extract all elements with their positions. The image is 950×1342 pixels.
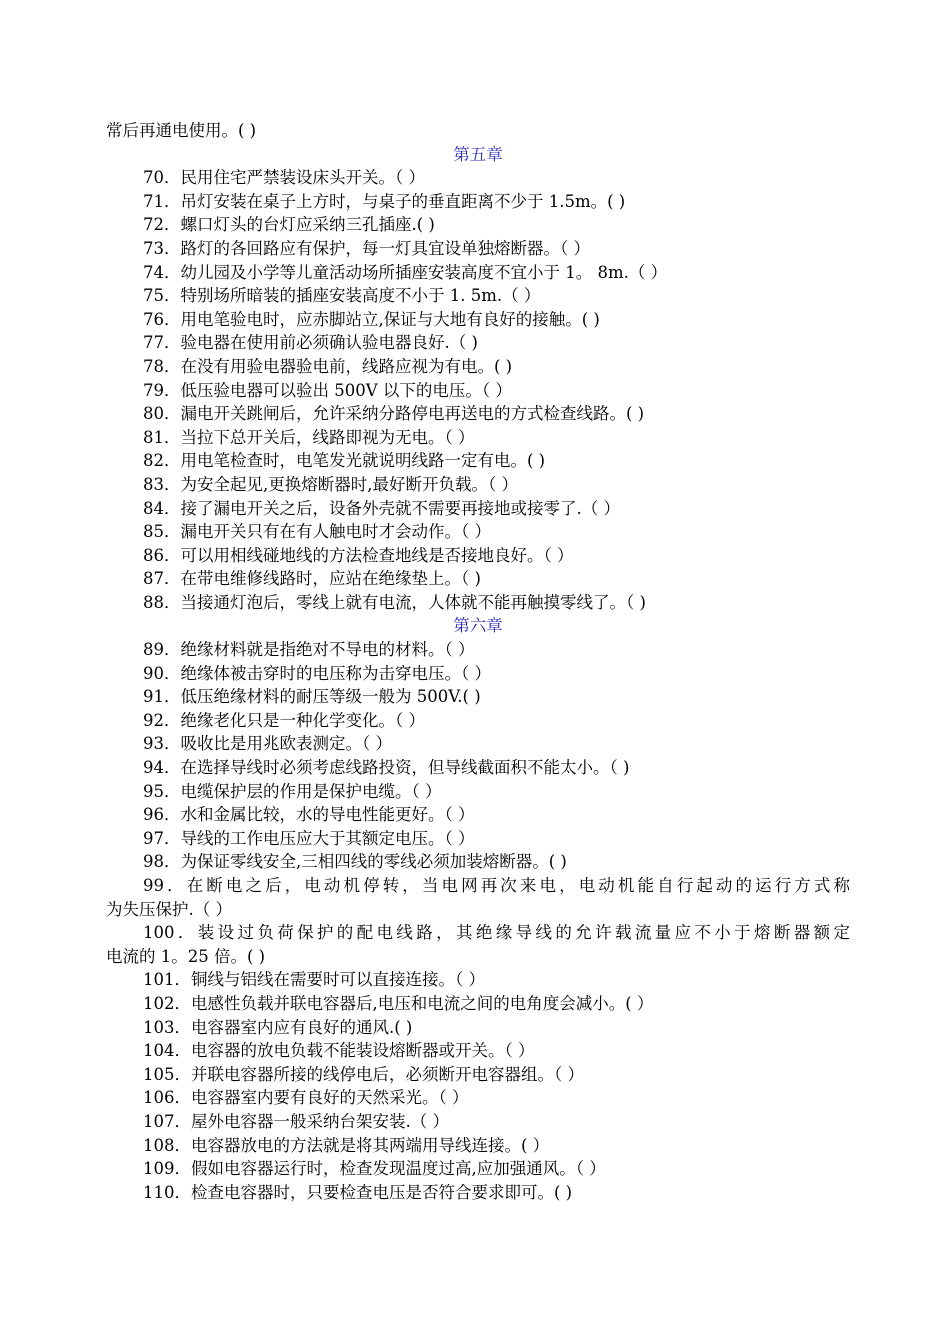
list-item: 78．在没有用验电器验电前，线路应视为有电。( ) [143,356,513,376]
list-item: 88．当接通灯泡后，零线上就有电流，人体就不能再触摸零线了。（ ) [143,592,646,612]
list-item: 83．为安全起见,更换熔断器时,最好断开负载。（ ） [143,474,518,494]
list-item: 107．屋外电容器一般采纳台架安装.（ ） [143,1111,449,1131]
list-item: 79．低压验电器可以验出 500V 以下的电压。（ ） [143,380,512,400]
list-item: 95．电缆保护层的作用是保护电缆。（ ） [143,781,442,801]
continued-line: 常后再通电使用。( ) [106,121,257,140]
list-item: 91．低压绝缘材料的耐压等级一般为 500V.( ) [143,687,481,707]
list-item: 77．验电器在使用前必须确认验电器良好.（ ) [143,333,478,353]
list-item: 84．接了漏电开关之后，设备外壳就不需要再接地或接零了.（ ） [143,498,620,518]
list-item: 109．假如电容器运行时，检查发现温度过高,应加强通风。（ ） [143,1159,606,1179]
list-item: 85．漏电开关只有在有人触电时才会动作。（ ） [143,522,491,542]
list-item: 98．为保证零线安全,三相四线的零线必须加装熔断器。( ) [143,852,567,872]
list-item: 105．并联电容器所接的线停电后，必须断开电容器组。（ ） [143,1064,584,1084]
list-item: 108．电容器放电的方法就是将其两端用导线连接。( ） [143,1135,550,1155]
list-item-100-line-2: 电流的 1。25 倍。( ) [106,946,266,966]
list-item: 82．用电笔检查时，电笔发光就说明线路一定有电。( ) [143,451,546,471]
list-item: 80．漏电开关跳闸后，允许采纳分路停电再送电的方式检查线路。( ) [143,404,645,424]
list-item: 96．水和金属比较，水的导电性能更好。（ ） [143,805,475,825]
list-item: 75．特别场所暗装的插座安装高度不小于 1. 5m.（ ） [143,286,541,306]
list-item: 110．检查电容器时，只要检查电压是否符合要求即可。( ) [143,1182,573,1202]
list-item: 97．导线的工作电压应大于其额定电压。（ ） [143,828,475,848]
chapter-6-list [106,638,850,1204]
list-item: 102．电感性负载并联电容器后,电压和电流之间的电角度会减小。( ） [143,993,654,1013]
chapter-5-heading: 第五章 [453,144,503,164]
list-item: 70．民用住宅严禁装设床头开关。（ ） [143,168,425,188]
list-item: 73．路灯的各回路应有保护，每一灯具宜设单独熔断器。（ ） [143,238,590,258]
list-item: 81．当拉下总开关后，线路即视为无电。（ ） [143,427,475,447]
list-item: 76．用电笔验电时，应赤脚站立,保证与大地有良好的接触。( ) [143,309,600,329]
list-item: 104．电容器的放电负载不能装设熔断器或开关。（ ） [143,1041,535,1061]
list-item: 94．在选择导线时必须考虑线路投资，但导线截面积不能太小。（ ) [143,758,630,778]
list-item: 71．吊灯安装在桌子上方时，与桌子的垂直距离不少于 1.5m。( ) [143,191,626,211]
list-item: 90．绝缘体被击穿时的电压称为击穿电压。（ ） [143,663,491,683]
list-item-100-line-1: 100．装设过负荷保护的配电线路，其绝缘导线的允许载流量应不小于熔断器额定 [143,923,850,943]
list-item: 74．幼儿园及小学等儿童活动场所插座安装高度不宜小于 1。 8m.（ ） [143,262,668,282]
list-item: 103．电容器室内应有良好的通风.( ) [143,1017,413,1037]
list-item: 101．铜线与铝线在需要时可以直接连接。（ ） [143,970,485,990]
list-item-99-line-2: 为失压保护.（ ） [106,899,232,919]
list-item: 86．可以用相线碰地线的方法检查地线是否接地良好。（ ） [143,545,574,565]
list-item: 106．电容器室内要有良好的天然采光。（ ） [143,1088,469,1108]
chapter-6-heading: 第六章 [453,616,503,636]
chapter-5-list [106,166,850,614]
list-item: 93．吸收比是用兆欧表测定。（ ） [143,734,392,754]
list-item: 72．螺口灯头的台灯应采纳三孔插座.( ) [143,215,435,235]
list-item: 89．绝缘材料就是指绝对不导电的材料。（ ） [143,640,475,660]
list-item: 87．在带电维修线路时，应站在绝缘垫上。（ ) [143,569,481,589]
list-item: 92．绝缘老化只是一种化学变化。（ ） [143,710,425,730]
list-item-99-line-1: 99．在断电之后，电动机停转，当电网再次来电，电动机能自行起动的运行方式称 [143,876,850,895]
